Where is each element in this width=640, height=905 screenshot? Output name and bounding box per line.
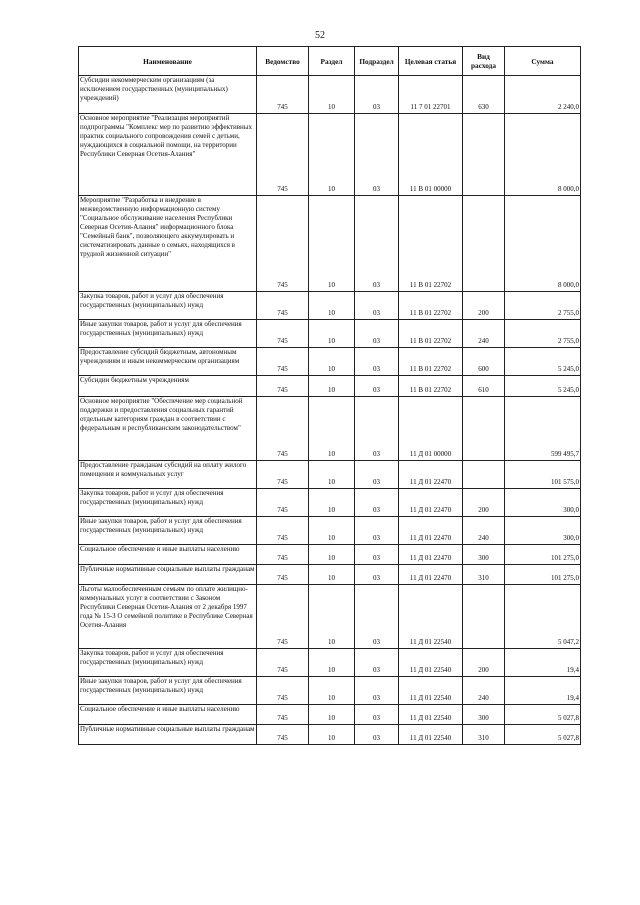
row-name: Закупка товаров, работ и услуг для обеспечения государственных (муниципальных) нужд (79, 489, 257, 517)
row-celevaya: 11 Д 01 22470 (399, 545, 463, 565)
row-summa: 5 047,2 (505, 585, 581, 649)
row-podrazdel: 03 (355, 397, 399, 461)
row-vid: 200 (463, 649, 505, 677)
row-celevaya: 11 Д 01 22470 (399, 489, 463, 517)
table-row (79, 397, 581, 461)
header-name: Наименование (79, 47, 257, 76)
row-name: Иные закупки товаров, работ и услуг для обеспечения государственных (муниципальных) нужд (79, 320, 257, 348)
row-celevaya: 11 Д 01 22540 (399, 585, 463, 649)
row-name: Иные закупки товаров, работ и услуг для обеспечения государственных (муниципальных) нужд (79, 677, 257, 705)
row-name: Субсидии некоммерческим организациям (за исключением государственных (муниципальных) учреждений) (79, 76, 257, 114)
row-summa: 5 027,8 (505, 705, 581, 725)
row-vid: 240 (463, 677, 505, 705)
row-razdel: 10 (309, 489, 355, 517)
row-celevaya: 11 Д 01 22470 (399, 565, 463, 585)
row-vid: 200 (463, 292, 505, 320)
table-header-row (79, 47, 581, 76)
row-name: Основное мероприятие "Обеспечение мер социальной поддержки и предоставления социальных гарантий отдельным категориям граждан в соответствии с федеральным и республиканским законодательством" (79, 397, 257, 461)
row-vid: 610 (463, 376, 505, 397)
row-vid: 600 (463, 348, 505, 376)
row-podrazdel: 03 (355, 348, 399, 376)
row-summa: 5 027,8 (505, 725, 581, 745)
header-vid: Вид расхода (463, 47, 505, 76)
row-vedomstvo: 745 (257, 545, 309, 565)
row-vedomstvo: 745 (257, 565, 309, 585)
row-razdel: 10 (309, 725, 355, 745)
row-vedomstvo: 745 (257, 517, 309, 545)
row-vedomstvo: 745 (257, 489, 309, 517)
row-vid: 310 (463, 565, 505, 585)
table-row (79, 517, 581, 545)
row-podrazdel: 03 (355, 114, 399, 196)
row-summa: 19,4 (505, 649, 581, 677)
table-row (79, 348, 581, 376)
row-podrazdel: 03 (355, 725, 399, 745)
row-razdel: 10 (309, 545, 355, 565)
row-summa: 101 275,0 (505, 565, 581, 585)
table-row (79, 489, 581, 517)
row-vedomstvo: 745 (257, 376, 309, 397)
row-name: Публичные нормативные социальные выплаты гражданам (79, 565, 257, 585)
row-razdel: 10 (309, 677, 355, 705)
row-podrazdel: 03 (355, 196, 399, 292)
row-podrazdel: 03 (355, 517, 399, 545)
table-row (79, 545, 581, 565)
table-row (79, 649, 581, 677)
row-name: Социальное обеспечение и иные выплаты населению (79, 545, 257, 565)
row-razdel: 10 (309, 320, 355, 348)
header-vedomstvo: Ведомство (257, 47, 309, 76)
row-vedomstvo: 745 (257, 348, 309, 376)
row-razdel: 10 (309, 376, 355, 397)
row-vedomstvo: 745 (257, 677, 309, 705)
row-razdel: 10 (309, 348, 355, 376)
row-summa: 5 245,0 (505, 376, 581, 397)
row-vid: 310 (463, 725, 505, 745)
row-vid (463, 114, 505, 196)
table-row (79, 461, 581, 489)
row-summa: 300,0 (505, 489, 581, 517)
row-vid: 630 (463, 76, 505, 114)
row-podrazdel: 03 (355, 585, 399, 649)
header-razdel: Раздел (309, 47, 355, 76)
row-razdel: 10 (309, 649, 355, 677)
row-vid (463, 461, 505, 489)
row-celevaya: 11 В 01 22702 (399, 376, 463, 397)
row-vedomstvo: 745 (257, 397, 309, 461)
row-vedomstvo: 745 (257, 585, 309, 649)
row-razdel: 10 (309, 565, 355, 585)
row-celevaya: 11 Д 01 22470 (399, 517, 463, 545)
row-name: Мероприятие "Разработка и внедрение в межведомственную информационную систему "Социальное обслуживание населения Республики Северная Осетия-Алания" информационного блока "Семейный банк", позволяющего аккумулировать и систематизировать данные о семьях, находящихся в трудной жизненной ситуации" (79, 196, 257, 292)
row-vid: 300 (463, 545, 505, 565)
row-name: Закупка товаров, работ и услуг для обеспечения государственных (муниципальных) нужд (79, 292, 257, 320)
table-row (79, 585, 581, 649)
row-vedomstvo: 745 (257, 461, 309, 489)
row-podrazdel: 03 (355, 76, 399, 114)
row-summa: 2 755,0 (505, 292, 581, 320)
row-name: Социальное обеспечение и иные выплаты населению (79, 705, 257, 725)
row-podrazdel: 03 (355, 649, 399, 677)
row-celevaya: 11 Д 01 22470 (399, 461, 463, 489)
row-name: Закупка товаров, работ и услуг для обеспечения государственных (муниципальных) нужд (79, 649, 257, 677)
table-row (79, 705, 581, 725)
row-celevaya: 11 В 01 22702 (399, 292, 463, 320)
row-summa: 2 240,0 (505, 76, 581, 114)
table-row (79, 725, 581, 745)
row-summa: 300,0 (505, 517, 581, 545)
table-row (79, 677, 581, 705)
row-vedomstvo: 745 (257, 649, 309, 677)
header-summa: Сумма (505, 47, 581, 76)
row-podrazdel: 03 (355, 677, 399, 705)
row-celevaya: 11 В 01 00000 (399, 114, 463, 196)
row-celevaya: 11 В 01 22702 (399, 348, 463, 376)
row-razdel: 10 (309, 76, 355, 114)
row-vedomstvo: 745 (257, 725, 309, 745)
row-vid: 200 (463, 489, 505, 517)
row-vid: 300 (463, 705, 505, 725)
table-row (79, 292, 581, 320)
row-podrazdel: 03 (355, 292, 399, 320)
row-podrazdel: 03 (355, 545, 399, 565)
page-number: 52 (315, 30, 325, 41)
row-podrazdel: 03 (355, 705, 399, 725)
row-celevaya: 11 Д 01 22540 (399, 677, 463, 705)
row-summa: 19,4 (505, 677, 581, 705)
row-name: Субсидии бюджетным учреждениям (79, 376, 257, 397)
row-vid (463, 585, 505, 649)
row-razdel: 10 (309, 585, 355, 649)
row-vid (463, 196, 505, 292)
table-row (79, 196, 581, 292)
row-celevaya: 11 В 01 22702 (399, 320, 463, 348)
row-razdel: 10 (309, 397, 355, 461)
row-razdel: 10 (309, 114, 355, 196)
row-vedomstvo: 745 (257, 196, 309, 292)
row-celevaya: 11 Д 01 00000 (399, 397, 463, 461)
row-celevaya: 11 Д 01 22540 (399, 705, 463, 725)
table-row (79, 320, 581, 348)
row-podrazdel: 03 (355, 320, 399, 348)
row-name: Предоставление субсидий бюджетным, автономным учреждениям и иным некоммерческим организациям (79, 348, 257, 376)
row-podrazdel: 03 (355, 565, 399, 585)
row-razdel: 10 (309, 292, 355, 320)
row-vid: 240 (463, 517, 505, 545)
row-summa: 8 000,0 (505, 196, 581, 292)
table-row (79, 376, 581, 397)
row-summa: 2 755,0 (505, 320, 581, 348)
row-razdel: 10 (309, 461, 355, 489)
row-summa: 8 000,0 (505, 114, 581, 196)
table-row (79, 114, 581, 196)
row-name: Предоставление гражданам субсидий на оплату жилого помещения и коммунальных услуг (79, 461, 257, 489)
row-podrazdel: 03 (355, 376, 399, 397)
row-vid: 240 (463, 320, 505, 348)
header-celevaya: Целевая статья (399, 47, 463, 76)
row-name: Льготы малообеспеченным семьям по оплате жилищно-коммунальных услуг в соответствии с Законом Республики Северная Осетия-Алания от 2 декабря 1997 года № 15-З О семейной политике в Республике Северная Осетия-Алания (79, 585, 257, 649)
row-vedomstvo: 745 (257, 292, 309, 320)
table-row (79, 76, 581, 114)
row-summa: 101 575,0 (505, 461, 581, 489)
row-razdel: 10 (309, 196, 355, 292)
row-razdel: 10 (309, 517, 355, 545)
header-podrazdel: Подраздел (355, 47, 399, 76)
row-vedomstvo: 745 (257, 320, 309, 348)
row-razdel: 10 (309, 705, 355, 725)
row-vedomstvo: 745 (257, 114, 309, 196)
row-celevaya: 11 7 01 22701 (399, 76, 463, 114)
row-podrazdel: 03 (355, 489, 399, 517)
row-name: Иные закупки товаров, работ и услуг для обеспечения государственных (муниципальных) нужд (79, 517, 257, 545)
table-row (79, 565, 581, 585)
row-summa: 5 245,0 (505, 348, 581, 376)
row-name: Основное мероприятие "Реализация мероприятий подпрограммы "Комплекс мер по развитию эффективных практик социального сопровождения семей с детьми, нуждающихся в социальной помощи, на территории Республики Северная Осетия-Алания" (79, 114, 257, 196)
row-vedomstvo: 745 (257, 76, 309, 114)
row-celevaya: 11 Д 01 22540 (399, 649, 463, 677)
row-summa: 101 275,0 (505, 545, 581, 565)
row-name: Публичные нормативные социальные выплаты гражданам (79, 725, 257, 745)
row-vedomstvo: 745 (257, 705, 309, 725)
row-celevaya: 11 В 01 22702 (399, 196, 463, 292)
row-celevaya: 11 Д 01 22540 (399, 725, 463, 745)
budget-table (78, 46, 581, 745)
row-podrazdel: 03 (355, 461, 399, 489)
row-vid (463, 397, 505, 461)
row-summa: 599 495,7 (505, 397, 581, 461)
